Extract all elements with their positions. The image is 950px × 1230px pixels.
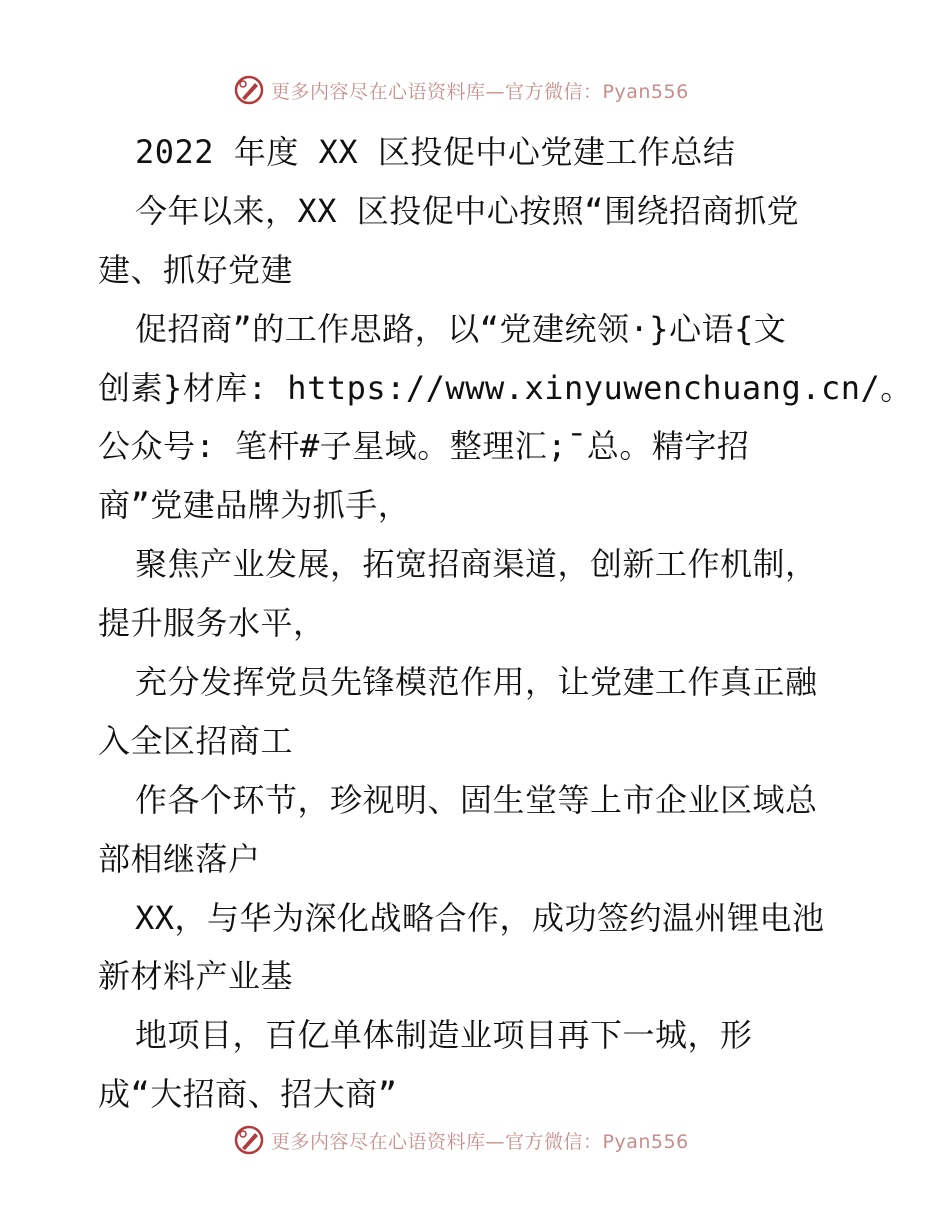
quill-logo-icon xyxy=(233,1124,265,1156)
paragraph-line: XX，与华为深化战略合作，成功签约温州锂电池 xyxy=(135,898,825,937)
paragraph-line: 成“大招商、招大商” xyxy=(98,1075,398,1114)
paragraph-line: 建、抓好党建 xyxy=(98,250,294,289)
paragraph-line: 新材料产业基 xyxy=(98,957,294,996)
paragraph-line: 促招商”的工作思路，以“党建统领·}心语{文 xyxy=(135,309,787,348)
paragraph-line: 作各个环节，珍视明、固生堂等上市企业区域总 xyxy=(135,780,818,819)
paragraph-line: 入全区招商工 xyxy=(98,721,294,760)
paragraph-line: 地项目，百亿单体制造业项目再下一城，形 xyxy=(135,1016,753,1055)
paragraph-line: 商”党建品牌为抓手， xyxy=(98,486,411,525)
paragraph-line: 创素}材库: https://www.xinyuwenchuang.cn/。 xyxy=(98,368,913,407)
paragraph-line: 提升服务水平， xyxy=(98,604,326,643)
watermark-header xyxy=(233,70,689,110)
document-body xyxy=(98,123,913,1124)
watermark-wechat-id: Pyan556 xyxy=(602,80,689,103)
paragraph-line: 公众号: 笔杆#子星域。整理汇;¯总。精字招 xyxy=(98,427,750,466)
paragraph-line: 聚焦产业发展，拓宽招商渠道，创新工作机制， xyxy=(135,545,818,584)
document-title: 2022 年度 XX 区投促中心党建工作总结 xyxy=(135,133,736,171)
paragraph-line: 充分发挥党员先锋模范作用，让党建工作真正融 xyxy=(135,663,818,702)
watermark-text: 更多内容尽在心语资料库—官方微信：Pyan556 xyxy=(271,80,689,103)
watermark-footer xyxy=(233,1120,689,1160)
paragraph-line: 部相继落户 xyxy=(98,839,261,878)
quill-logo-icon xyxy=(233,74,265,106)
paragraph-line: 今年以来，XX 区投促中心按照“围绕招商抓党 xyxy=(135,191,800,230)
watermark-wechat-id: Pyan556 xyxy=(602,1130,689,1153)
watermark-text: 更多内容尽在心语资料库—官方微信：Pyan556 xyxy=(271,1130,689,1153)
